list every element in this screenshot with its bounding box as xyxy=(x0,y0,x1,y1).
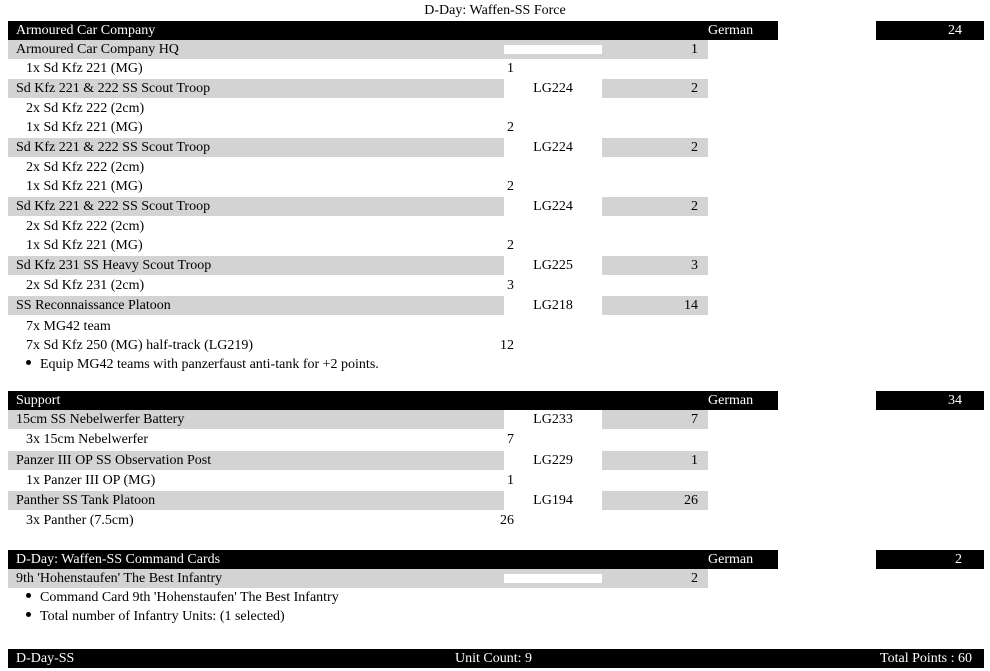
unit-row xyxy=(8,138,708,157)
unit-points: 1 xyxy=(691,453,698,468)
unit-points: 2 xyxy=(691,140,698,155)
section-points: 2 xyxy=(955,552,962,567)
unit-code xyxy=(504,45,602,54)
unit-line: 2x Sd Kfz 231 (2cm) xyxy=(26,278,145,293)
footer-unit-count: Unit Count: 9 xyxy=(455,651,533,666)
unit-points: 1 xyxy=(691,42,698,57)
unit-name: Panther SS Tank Platoon xyxy=(16,493,156,508)
unit-line-qty: 1 xyxy=(507,473,514,488)
unit-points: 2 xyxy=(691,571,698,586)
unit-line: 1x Sd Kfz 221 (MG) xyxy=(26,120,143,135)
unit-points: 3 xyxy=(691,258,698,273)
unit-line: 2x Sd Kfz 222 (2cm) xyxy=(26,101,145,116)
footer-list-name: D-Day-SS xyxy=(16,651,75,666)
unit-line: 1x Sd Kfz 221 (MG) xyxy=(26,61,143,76)
unit-line: 3x Panther (7.5cm) xyxy=(26,513,134,528)
unit-code: LG224 xyxy=(504,79,602,98)
unit-name: 9th 'Hohenstaufen' The Best Infantry xyxy=(16,571,223,586)
section-header-support xyxy=(8,391,984,410)
unit-line: 1x Sd Kfz 221 (MG) xyxy=(26,238,143,253)
unit-row xyxy=(8,40,708,59)
section-nation: German xyxy=(708,23,754,38)
unit-code: LG224 xyxy=(504,138,602,157)
unit-row xyxy=(8,256,708,275)
unit-line: 3x 15cm Nebelwerfer xyxy=(26,432,149,447)
unit-line-qty: 3 xyxy=(507,278,514,293)
unit-code: LG224 xyxy=(504,197,602,216)
unit-code xyxy=(504,574,602,583)
unit-code: LG194 xyxy=(504,491,602,510)
section-header-command-cards xyxy=(8,550,984,569)
footer-total-points: Total Points : 60 xyxy=(880,651,972,666)
unit-line-qty: 2 xyxy=(507,238,514,253)
section-nation: German xyxy=(708,393,754,408)
option-bullet: Command Card 9th 'Hohenstaufen' The Best Infantry xyxy=(26,588,339,607)
unit-name: 15cm SS Nebelwerfer Battery xyxy=(16,412,185,427)
unit-line: 7x Sd Kfz 250 (MG) half-track (LG219) xyxy=(26,338,254,353)
section-blank-cell xyxy=(778,391,876,410)
unit-row xyxy=(8,410,708,429)
section-name: D-Day: Waffen-SS Command Cards xyxy=(16,552,221,567)
option-bullet: Equip MG42 teams with panzerfaust anti-tank for +2 points. xyxy=(26,355,379,374)
section-nation: German xyxy=(708,552,754,567)
unit-code: LG225 xyxy=(504,256,602,275)
unit-row xyxy=(8,79,708,98)
unit-points: 7 xyxy=(691,412,698,427)
unit-line: 7x MG42 team xyxy=(26,319,111,334)
section-header-armoured-car-company xyxy=(8,21,984,40)
unit-line-qty: 1 xyxy=(507,61,514,76)
option-bullet: Total number of Infantry Units: (1 selected) xyxy=(26,607,285,626)
unit-points: 2 xyxy=(691,81,698,96)
unit-line-qty: 26 xyxy=(500,513,514,528)
section-blank-cell xyxy=(778,21,876,40)
unit-points: 14 xyxy=(684,298,698,313)
unit-row xyxy=(8,569,708,588)
page-title: D-Day: Waffen-SS Force xyxy=(424,3,566,18)
unit-name: Armoured Car Company HQ xyxy=(16,42,179,57)
unit-row xyxy=(8,296,708,315)
unit-row xyxy=(8,491,708,510)
unit-name: Panzer III OP SS Observation Post xyxy=(16,453,212,468)
unit-line-qty: 12 xyxy=(500,338,514,353)
unit-points: 26 xyxy=(684,493,698,508)
unit-code: LG233 xyxy=(504,410,602,429)
section-name: Armoured Car Company xyxy=(16,23,156,38)
unit-line: 2x Sd Kfz 222 (2cm) xyxy=(26,219,145,234)
unit-line: 1x Panzer III OP (MG) xyxy=(26,473,156,488)
unit-line: 2x Sd Kfz 222 (2cm) xyxy=(26,160,145,175)
section-points: 24 xyxy=(948,23,962,38)
unit-name: Sd Kfz 221 & 222 SS Scout Troop xyxy=(16,140,211,155)
unit-name: Sd Kfz 221 & 222 SS Scout Troop xyxy=(16,199,211,214)
unit-row xyxy=(8,451,708,470)
unit-name: Sd Kfz 221 & 222 SS Scout Troop xyxy=(16,81,211,96)
unit-name: Sd Kfz 231 SS Heavy Scout Troop xyxy=(16,258,212,273)
unit-line-qty: 7 xyxy=(507,432,514,447)
unit-line-qty: 2 xyxy=(507,179,514,194)
unit-line: 1x Sd Kfz 221 (MG) xyxy=(26,179,143,194)
section-points: 34 xyxy=(948,393,962,408)
summary-footer xyxy=(8,649,984,668)
unit-code: LG229 xyxy=(504,451,602,470)
unit-line-qty: 2 xyxy=(507,120,514,135)
unit-points: 2 xyxy=(691,199,698,214)
unit-name: SS Reconnaissance Platoon xyxy=(16,298,171,313)
section-name: Support xyxy=(16,393,61,408)
unit-code: LG218 xyxy=(504,296,602,315)
unit-row xyxy=(8,197,708,216)
section-blank-cell xyxy=(778,550,876,569)
